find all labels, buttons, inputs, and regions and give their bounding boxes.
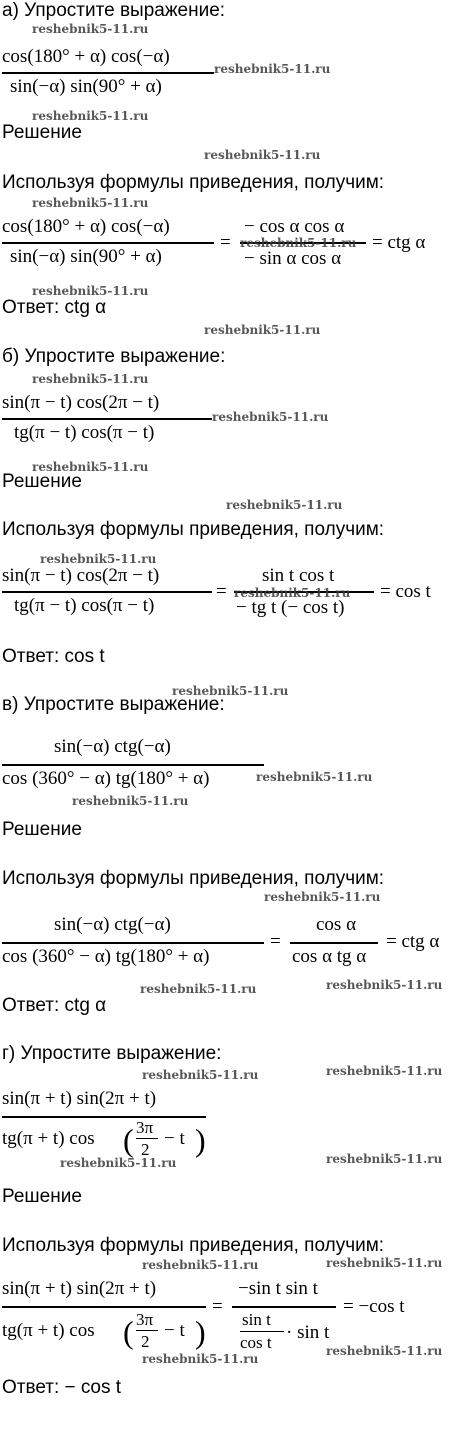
watermark: reshebnik5-11.ru — [326, 1344, 443, 1358]
watermark: reshebnik5-11.ru — [264, 890, 381, 904]
using-formulas-b: Используя формулы приведения, получим: — [2, 519, 385, 540]
inner-frac-num: 3π — [136, 1310, 154, 1329]
watermark: reshebnik5-11.ru — [172, 684, 289, 698]
watermark: reshebnik5-11.ru — [326, 978, 443, 992]
watermark: reshebnik5-11.ru — [32, 22, 149, 36]
equals-sign: = — [216, 581, 227, 602]
watermark: reshebnik5-11.ru — [204, 323, 321, 337]
expr-g-denominator-left: tg(π + t) cos — [2, 1128, 95, 1149]
watermark: reshebnik5-11.ru — [214, 62, 331, 76]
expr-g-denominator-right: − t — [164, 1128, 185, 1149]
heading-a: а) Упростите выражение: — [2, 0, 226, 21]
equals-sign: = — [270, 931, 281, 952]
watermark: reshebnik5-11.ru — [212, 410, 329, 424]
mid-g-den-frac-den: cos t — [240, 1333, 272, 1352]
fraction-line — [232, 1306, 336, 1308]
watermark: reshebnik5-11.ru — [32, 196, 149, 210]
fraction-line — [290, 942, 378, 944]
solution-label-v: Решение — [2, 819, 82, 840]
fraction-line — [2, 418, 212, 420]
mid-a-denominator: − sin α cos α — [244, 248, 342, 269]
fraction-line — [2, 942, 264, 944]
expr-v-numerator: sin(−α) ctg(−α) — [54, 736, 171, 757]
expr-b-numerator: sin(π − t) cos(2π − t) — [2, 392, 160, 413]
sol-g-denominator-left: tg(π + t) cos — [2, 1320, 95, 1341]
result-b: = cos t — [380, 581, 431, 602]
sol-v-numerator: sin(−α) ctg(−α) — [54, 914, 171, 935]
answer-b: Ответ: cos t — [2, 646, 105, 667]
mid-g-numerator: −sin t sin t — [238, 1278, 318, 1299]
fraction-line — [2, 591, 212, 593]
fraction-line — [2, 1116, 206, 1118]
using-formulas-g: Используя формулы приведения, получим: — [2, 1235, 385, 1256]
watermark: reshebnik5-11.ru — [326, 1256, 443, 1270]
mid-g-den-tail: · sin t — [286, 1322, 330, 1343]
mid-a-numerator: − cos α cos α — [244, 216, 345, 237]
sol-a-denominator: sin(−α) sin(90° + α) — [10, 246, 162, 267]
fraction-line — [2, 72, 214, 74]
heading-v: в) Упростите выражение: — [2, 694, 225, 715]
answer-a: Ответ: ctg α — [2, 297, 107, 318]
using-formulas-v: Используя формулы приведения, получим: — [2, 868, 385, 889]
solution-label-a: Решение — [2, 122, 82, 143]
result-a: = ctg α — [372, 232, 426, 253]
watermark: reshebnik5-11.ru — [32, 460, 149, 474]
equals-sign: = — [220, 232, 231, 253]
sol-b-denominator: tg(π − t) cos(π − t) — [14, 595, 155, 616]
using-formulas-a: Используя формулы приведения, получим: — [2, 172, 385, 193]
fraction-line — [2, 1306, 206, 1308]
heading-g: г) Упростите выражение: — [2, 1043, 222, 1064]
watermark: reshebnik5-11.ru — [140, 982, 257, 996]
equals-sign: = — [212, 1296, 223, 1317]
close-paren: ) — [195, 1314, 206, 1350]
inner-frac-num: 3π — [136, 1118, 154, 1137]
watermark: reshebnik5-11.ru — [40, 552, 157, 566]
solution-label-b: Решение — [2, 471, 82, 492]
watermark: reshebnik5-11.ru — [204, 148, 321, 162]
watermark: reshebnik5-11.ru — [60, 1156, 177, 1170]
result-v: = ctg α — [386, 931, 440, 952]
mid-g-den-frac-num: sin t — [242, 1310, 271, 1329]
open-paren: ( — [123, 1314, 134, 1350]
sol-g-numerator: sin(π + t) sin(2π + t) — [2, 1278, 157, 1299]
expr-g-numerator: sin(π + t) sin(2π + t) — [2, 1088, 157, 1109]
watermark: reshebnik5-11.ru — [32, 372, 149, 386]
watermark: reshebnik5-11.ru — [32, 109, 149, 123]
expr-b-denominator: tg(π − t) cos(π − t) — [14, 422, 155, 443]
watermark: reshebnik5-11.ru — [142, 1352, 259, 1366]
answer-v: Ответ: ctg α — [2, 995, 107, 1016]
watermark: reshebnik5-11.ru — [142, 1068, 259, 1082]
watermark: reshebnik5-11.ru — [326, 1064, 443, 1078]
heading-b: б) Упростите выражение: — [2, 346, 226, 367]
mid-b-numerator: sin t cos t — [262, 565, 335, 586]
answer-g: Ответ: − cos t — [2, 1377, 122, 1398]
watermark: reshebnik5-11.ru — [240, 236, 357, 250]
solution-label-g: Решение — [2, 1186, 82, 1207]
watermark: reshebnik5-11.ru — [256, 770, 373, 784]
fraction-line — [136, 1330, 158, 1331]
open-paren: ( — [123, 1122, 134, 1158]
sol-g-denominator-right: − t — [164, 1320, 185, 1341]
expr-v-denominator: cos (360° − α) tg(180° + α) — [2, 768, 210, 789]
sol-b-numerator: sin(π − t) cos(2π − t) — [2, 565, 160, 586]
sol-a-numerator: cos(180° + α) cos(−α) — [2, 216, 170, 237]
expr-a-denominator: sin(−α) sin(90° + α) — [10, 76, 162, 97]
mid-v-numerator: cos α — [316, 914, 357, 935]
mid-b-denominator: − tg t (− cos t) — [236, 597, 345, 618]
inner-frac-den: 2 — [141, 1140, 150, 1159]
watermark: reshebnik5-11.ru — [326, 1152, 443, 1166]
fraction-line — [136, 1138, 158, 1139]
fraction-line — [2, 764, 264, 766]
watermark: reshebnik5-11.ru — [72, 794, 189, 808]
mid-v-denominator: cos α tg α — [292, 946, 367, 967]
inner-frac-den: 2 — [141, 1332, 150, 1351]
close-paren: ) — [195, 1122, 206, 1158]
watermark: reshebnik5-11.ru — [234, 586, 351, 600]
fraction-line — [2, 242, 214, 244]
fraction-line — [240, 1331, 284, 1332]
expr-a-numerator: cos(180° + α) cos(−α) — [2, 46, 170, 67]
watermark: reshebnik5-11.ru — [226, 498, 343, 512]
watermark: reshebnik5-11.ru — [142, 1258, 259, 1272]
watermark: reshebnik5-11.ru — [32, 284, 149, 298]
sol-v-denominator: cos (360° − α) tg(180° + α) — [2, 946, 210, 967]
result-g: = −cos t — [343, 1296, 405, 1317]
